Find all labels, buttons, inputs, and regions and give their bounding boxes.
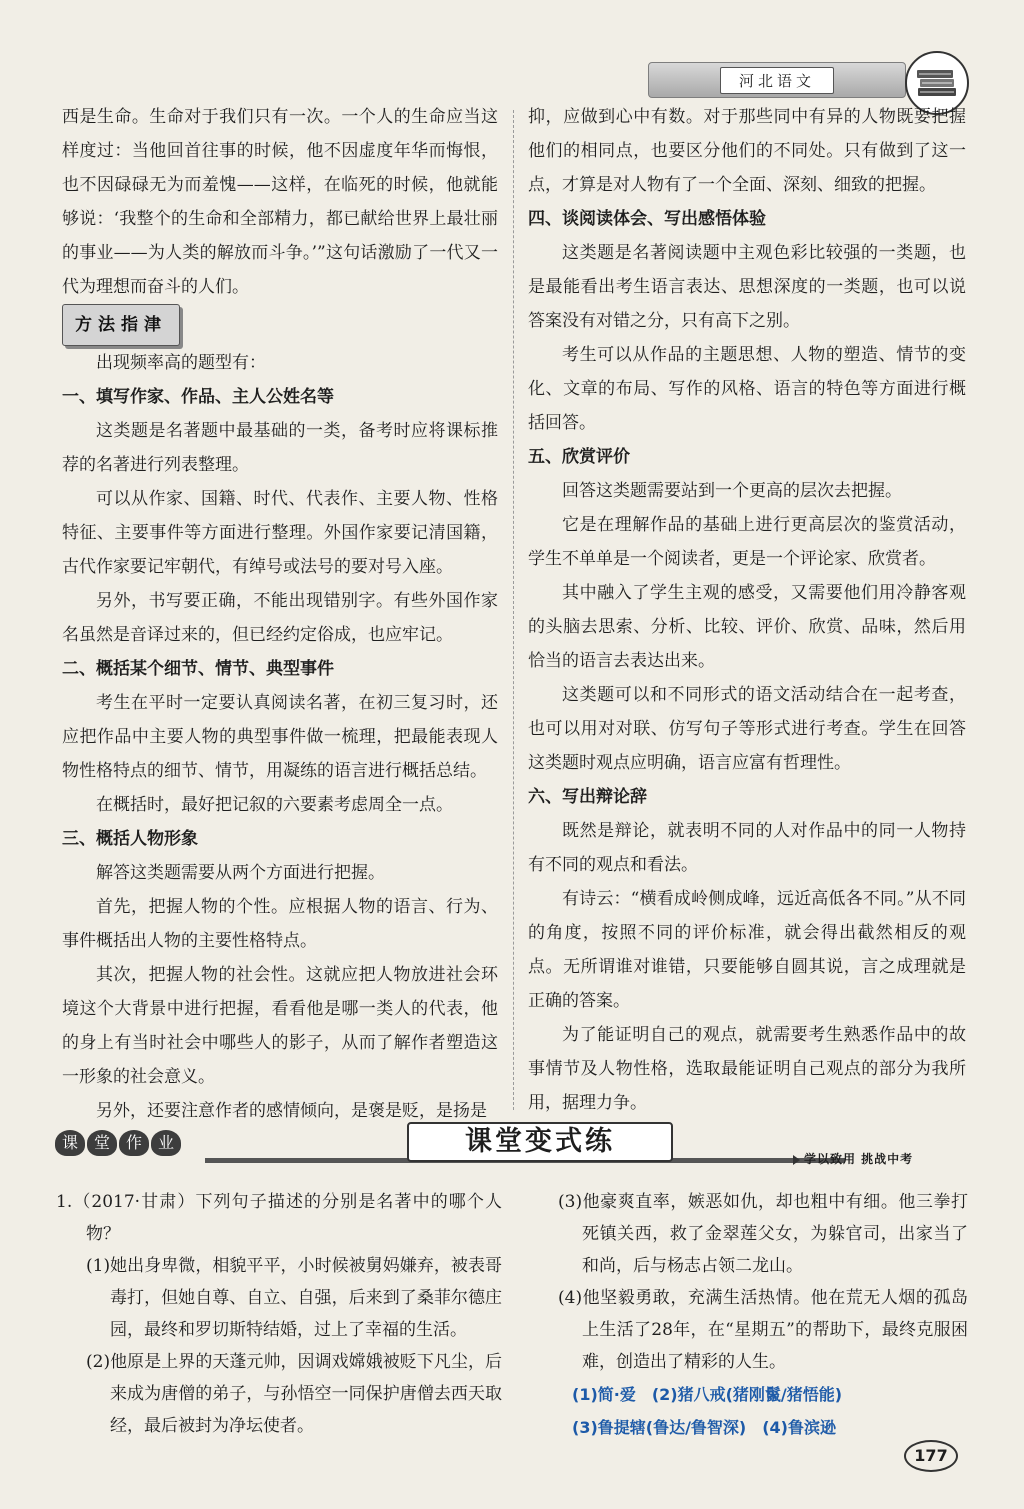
paragraph: 可以从作家、国籍、时代、代表作、主要人物、性格特征、主要事件等方面进行整理。外国作家要记清国籍，古代作家要记牢朝代，有绰号或法号的要对号入座。 bbox=[62, 489, 498, 577]
badge-char: 作 bbox=[119, 1130, 149, 1156]
paragraph: 这类题可以和不同形式的语文活动结合在一起考查，也可以用对对联、仿写句子等形式进行考查。学生在回答这类题时观点应明确，语言应富有哲理性。 bbox=[528, 685, 966, 773]
right-column bbox=[528, 100, 966, 1120]
classwork-badge bbox=[55, 1130, 181, 1156]
section-heading: 一、填写作家、作品、主人公姓名等 bbox=[62, 387, 334, 407]
paragraph: 这类题是名著阅读题中主观色彩比较强的一类题，也是最能看出考生语言表达、思想深度的一类题，也可以说答案没有对错之分，只有高下之别。 bbox=[528, 243, 966, 331]
paragraph: 在概括时，最好把记叙的六要素考虑周全一点。 bbox=[96, 795, 453, 815]
header-tab bbox=[648, 62, 906, 98]
sub-question: (3)他豪爽直率，嫉恶如仇，却也粗中有细。他三拳打死镇关西，救了金翠莲父女，为躲官司，出家当了和尚，后与杨志占领二龙山。 bbox=[558, 1192, 968, 1276]
paragraph: 既然是辩论，就表明不同的人对作品中的同一人物持有不同的观点和看法。 bbox=[528, 821, 966, 875]
header-title: 河北语文 bbox=[720, 67, 834, 94]
paragraph: 它是在理解作品的基础上进行更高层次的鉴赏活动，学生不单单是一个阅读者，更是一个评论家、欣赏者。 bbox=[528, 515, 966, 569]
paragraph: 出现频率高的题型有： bbox=[96, 353, 266, 373]
paragraph: 另外，书写要正确，不能出现错别字。有些外国作家名虽然是音译过来的，但已经约定俗成，也应牢记。 bbox=[62, 591, 498, 645]
paragraph: 另外，还要注意作者的感情倾向，是褒是贬，是扬是 bbox=[96, 1101, 487, 1121]
section-tagline bbox=[793, 1150, 913, 1167]
section-heading: 六、写出辩论辞 bbox=[528, 787, 647, 807]
paragraph: 抑，应做到心中有数。对于那些同中有异的人物既要把握他们的相同点，也要区分他们的不同处。只有做到了这一点，才算是对人物有了一个全面、深刻、细致的把握。 bbox=[528, 107, 966, 195]
badge-char: 业 bbox=[151, 1130, 181, 1156]
badge-char: 课 bbox=[55, 1130, 85, 1156]
question: 1.（2017·甘肃）下列句子描述的分别是名著中的哪个人物？ bbox=[56, 1192, 502, 1244]
answer-line: (1)简·爱 (2)猪八戒(猪刚鬣/猪悟能) bbox=[572, 1385, 843, 1404]
badge-char: 堂 bbox=[87, 1130, 117, 1156]
column-divider bbox=[513, 110, 514, 1110]
section-title: 课堂变式练 bbox=[407, 1122, 673, 1162]
method-guide-badge: 方法指津 bbox=[62, 304, 180, 346]
paragraph: 考生在平时一定要认真阅读名著，在初三复习时，还应把作品中主要人物的典型事件做一梳理，把最能表现人物性格特点的细节、情节，用凝练的语言进行概括总结。 bbox=[62, 693, 498, 781]
sub-question: (1)她出身卑微，相貌平平，小时候被舅妈嫌弃，被表哥毒打，但她自尊、自立、自强，后来到了桑菲尔德庄园，最终和罗切斯特结婚，过上了幸福的生活。 bbox=[86, 1256, 502, 1340]
exercise-left bbox=[56, 1186, 502, 1442]
exercise-section-bar bbox=[55, 1122, 975, 1166]
paragraph: 解答这类题需要从两个方面进行把握。 bbox=[96, 863, 385, 883]
left-column bbox=[62, 100, 498, 1128]
paragraph: 其次，把握人物的社会性。这就应把人物放进社会环境这个大背景中进行把握，看看他是哪一类人的代表，他的身上有当时社会中哪些人的影子，从而了解作者塑造这一形象的社会意义。 bbox=[62, 965, 498, 1087]
arrow-icon bbox=[793, 1155, 800, 1165]
section-heading: 五、欣赏评价 bbox=[528, 447, 630, 467]
paragraph: 这类题是名著题中最基础的一类，备考时应将课标推荐的名著进行列表整理。 bbox=[62, 421, 498, 475]
sub-question: (4)他坚毅勇敢，充满生活热情。他在荒无人烟的孤岛上生活了28年，在“星期五”的帮助下，最终克服困难，创造出了精彩的人生。 bbox=[558, 1288, 968, 1372]
sub-question: (2)他原是上界的天蓬元帅，因调戏嫦娥被贬下凡尘，后来成为唐僧的弟子，与孙悟空一同保护唐僧去西天取经，最后被封为净坛使者。 bbox=[86, 1352, 502, 1436]
paragraph: 考生可以从作品的主题思想、人物的塑造、情节的变化、文章的布局、写作的风格、语言的特色等方面进行概括回答。 bbox=[528, 345, 966, 433]
paragraph: 回答这类题需要站到一个更高的层次去把握。 bbox=[562, 481, 902, 501]
paragraph: 为了能证明自己的观点，就需要考生熟悉作品中的故事情节及人物性格，选取最能证明自己观点的部分为我所用，据理力争。 bbox=[528, 1025, 966, 1113]
page-number: 177 bbox=[904, 1440, 958, 1472]
paragraph: 西是生命。生命对于我们只有一次。一个人的生命应当这样度过：当他回首往事的时候，他不因虚度年华而悔恨，也不因碌碌无为而羞愧——这样，在临死的时候，他就能够说：‘我整个的生命和全部精力，都已献给世界上最壮丽的事业——为人类的解放而斗争。’”这句话激励了一代又一代为理想而奋斗的人们。 bbox=[62, 107, 498, 297]
paragraph: 有诗云：“横看成岭侧成峰，远近高低各不同。”从不同的角度，按照不同的评价标准，就会得出截然相反的观点。无所谓谁对谁错，只要能够自圆其说，言之成理就是正确的答案。 bbox=[528, 889, 966, 1011]
paragraph: 其中融入了学生主观的感受，又需要他们用冷静客观的头脑去思索、分析、比较、评价、欣赏、品味，然后用恰当的语言去表达出来。 bbox=[528, 583, 966, 671]
exercise-right bbox=[528, 1186, 968, 1444]
answer-line: (3)鲁提辖(鲁达/鲁智深) (4)鲁滨逊 bbox=[572, 1418, 836, 1437]
section-heading: 四、谈阅读体会、写出感悟体验 bbox=[528, 209, 766, 229]
tagline-text: 学以致用 挑战中考 bbox=[804, 1152, 914, 1166]
paragraph: 首先，把握人物的个性。应根据人物的语言、行为、事件概括出人物的主要性格特点。 bbox=[62, 897, 498, 951]
section-heading: 三、概括人物形象 bbox=[62, 829, 198, 849]
section-heading: 二、概括某个细节、情节、典型事件 bbox=[62, 659, 334, 679]
